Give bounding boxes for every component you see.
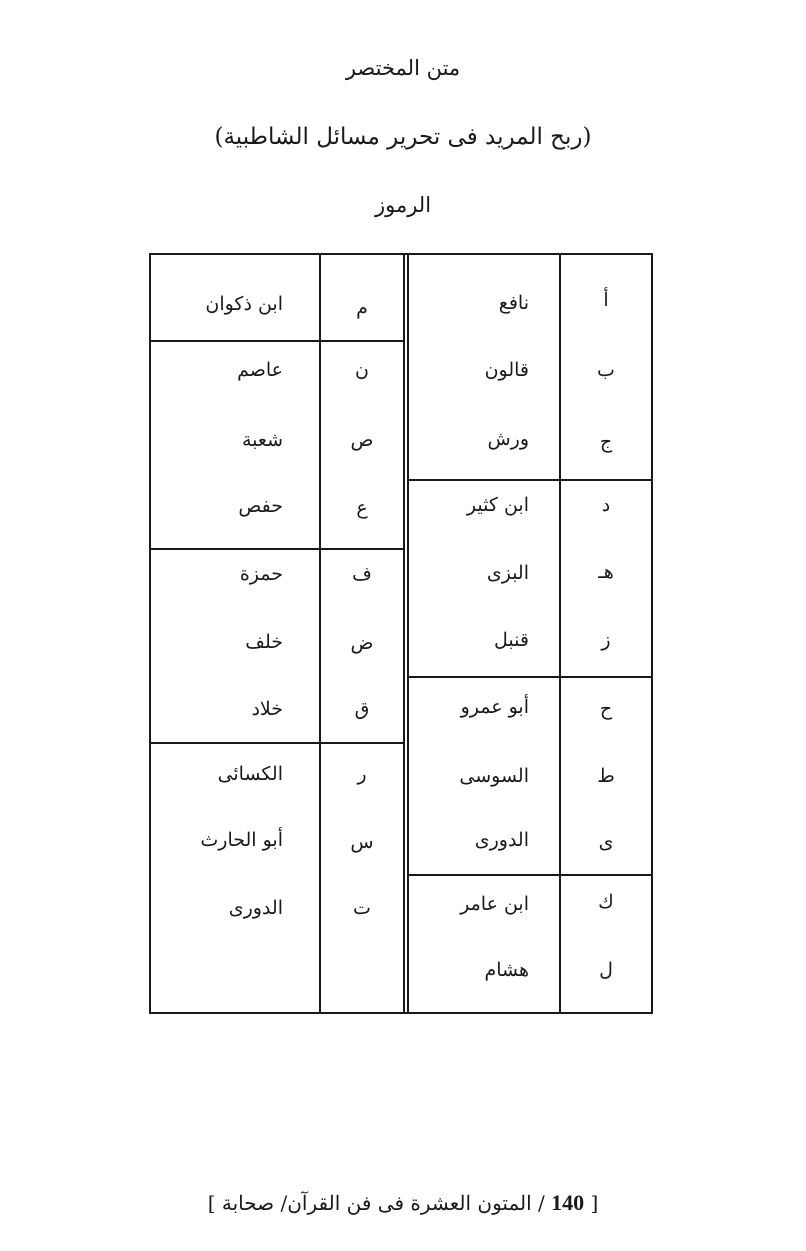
- reader-name: شعبة: [241, 429, 283, 451]
- reader-name: ابن ذكوان: [205, 293, 283, 315]
- code-letter: ل: [599, 959, 613, 981]
- group-divider: [408, 676, 651, 678]
- code-letter: ن: [355, 359, 369, 381]
- group-divider: [151, 548, 404, 550]
- footer-book-title: / المتون العشرة فى فن القرآن/ صحابة: [221, 1191, 545, 1215]
- code-letter: ب: [597, 359, 615, 381]
- reader-name: ورش: [487, 428, 529, 450]
- reader-name: الدورى: [474, 829, 529, 851]
- reader-name: الكسائى: [217, 763, 283, 785]
- reader-name: السوسى: [459, 765, 529, 787]
- page-title: متن المختصر: [345, 56, 461, 80]
- reader-name: نافع: [498, 292, 529, 314]
- code-letter: ط: [597, 765, 615, 787]
- codes-table: [149, 253, 653, 1014]
- reader-name: عاصم: [237, 359, 283, 381]
- code-letter: أ: [603, 289, 609, 311]
- footer-open-bracket: [: [590, 1191, 599, 1215]
- code-letter: ف: [352, 563, 372, 585]
- code-letter: ج: [599, 431, 613, 453]
- code-letter: ح: [599, 698, 613, 720]
- center-double-divider: [403, 255, 409, 1012]
- code-letter: هـ: [598, 561, 614, 583]
- reader-name: هشام: [484, 959, 529, 981]
- reader-name: قالون: [484, 359, 529, 381]
- footer-close-bracket: ]: [207, 1191, 216, 1215]
- reader-name: البزى: [486, 562, 529, 584]
- reader-name: ابن كثير: [466, 494, 529, 516]
- reader-name: حمزة: [239, 563, 283, 585]
- code-letter: م: [356, 297, 368, 319]
- page-footer: [0, 1190, 806, 1216]
- code-letter: س: [350, 831, 374, 853]
- book-subtitle: (ربح المريد فى تحرير مسائل الشاطبية): [214, 124, 592, 150]
- group-divider: [408, 874, 651, 876]
- group-divider: [151, 742, 404, 744]
- reader-name: ابن عامر: [460, 893, 529, 915]
- reader-name: قنبل: [494, 629, 529, 651]
- code-letter: ك: [598, 891, 614, 913]
- reader-name: خلاد: [251, 698, 283, 720]
- code-letter: ض: [350, 632, 374, 654]
- code-letter: ز: [601, 629, 611, 651]
- section-heading: الرموز: [374, 193, 432, 217]
- reader-name: أبو الحارث: [200, 829, 283, 851]
- reader-name: خلف: [245, 631, 283, 653]
- group-divider: [151, 340, 404, 342]
- code-letter: ق: [354, 698, 370, 720]
- code-letter: ى: [598, 831, 614, 853]
- page-number: 140: [551, 1190, 585, 1215]
- code-letter: ت: [353, 897, 371, 919]
- code-letter: ص: [350, 429, 374, 451]
- code-letter: د: [601, 494, 611, 516]
- group-divider: [408, 479, 651, 481]
- reader-name: أبو عمرو: [460, 696, 529, 718]
- code-letter: ع: [356, 497, 368, 519]
- reader-name: الدورى: [228, 897, 283, 919]
- code-letter: ر: [357, 763, 367, 785]
- reader-name: حفص: [238, 495, 283, 517]
